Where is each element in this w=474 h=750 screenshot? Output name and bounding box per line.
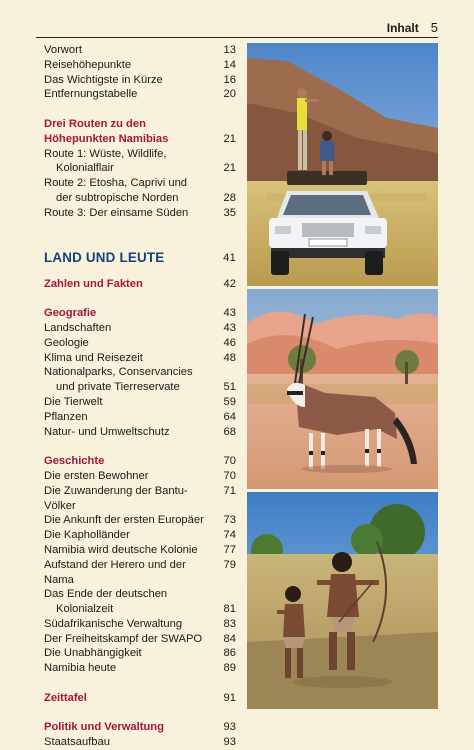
photo-column [247,43,438,712]
toc-entry[interactable]: Die Unabhängigkeit 86 [44,647,236,660]
toc-entry[interactable]: Namibia heute 89 [44,662,236,675]
toc-entry[interactable]: Klima und Reisezeit 48 [44,351,236,364]
toc-entry[interactable]: Staatsaufbau 93 [44,736,236,749]
toc-entry[interactable]: Die Kapholländer 74 [44,529,236,542]
header-rule [36,37,438,38]
toc-entry[interactable]: Geologie 46 [44,336,236,349]
toc-entry[interactable]: Vorwort 13 [44,44,236,56]
toc-entry[interactable]: Kolonialflair 21 [56,162,236,175]
toc-entry[interactable]: Natur- und Umweltschutz 68 [44,425,236,438]
toc-entry[interactable]: Das Ende der deutschen [44,588,168,601]
photo-san-hunters [247,492,438,709]
page-header [387,20,438,36]
toc-entry[interactable]: Nationalparks, Conservancies [44,366,193,379]
toc-heading[interactable]: Höhepunkten Namibias 21 [44,132,236,145]
toc-entry[interactable]: Aufstand der Herero und der Nama 79 [44,558,236,586]
page-number: 5 [430,20,438,35]
toc-heading[interactable]: Politik und Verwaltung 93 [44,721,236,734]
toc-entry[interactable]: Die ersten Bewohner 70 [44,469,236,482]
toc-entry[interactable]: Route 3: Der einsame Süden 35 [44,206,236,219]
toc-entry[interactable]: Das Wichtigste in Kürze 16 [44,73,236,86]
toc-entry[interactable]: Südafrikanische Verwaltung 83 [44,617,236,630]
toc-entry[interactable]: Entfernungstabelle 20 [44,88,236,101]
toc-entry[interactable]: Die Ankunft der ersten Europäer 73 [44,514,236,527]
toc-entry[interactable]: Route 1: Wüste, Wildlife, [44,147,167,160]
toc-heading[interactable]: Geschichte 70 [44,455,236,468]
toc-heading[interactable]: Zahlen und Fakten 42 [44,277,236,290]
toc-heading[interactable]: Zeittafel 91 [44,691,236,704]
toc-chapter[interactable]: LAND UND LEUTE 41 [44,249,236,265]
toc-heading[interactable]: Geografie 43 [44,307,236,320]
toc-entry[interactable]: Kolonialzeit 81 [56,603,236,616]
toc-entry[interactable]: Die Zuwanderung der Bantu-Völker 71 [44,484,236,512]
toc-entry[interactable]: Der Freiheitskampf der SWAPO 84 [44,632,236,645]
table-of-contents [44,43,236,750]
photo-desert-jeep [247,43,438,286]
toc-entry[interactable]: der subtropische Norden 28 [56,191,236,204]
toc-entry[interactable]: Die Tierwelt 59 [44,395,236,408]
photo-oryx-dunes [247,289,438,489]
toc-entry[interactable]: Reisehöhepunkte 14 [44,58,236,71]
toc-entry[interactable]: Route 2: Etosha, Caprivi und [44,177,188,190]
toc-entry[interactable]: Pflanzen 64 [44,410,236,423]
toc-heading[interactable]: Drei Routen zu den [44,117,146,130]
section-title: Inhalt [386,21,419,35]
toc-entry[interactable]: Namibia wird deutsche Kolonie 77 [44,543,236,556]
toc-entry[interactable]: und private Tierreservate 51 [56,381,236,394]
toc-entry[interactable]: Landschaften 43 [44,321,236,334]
